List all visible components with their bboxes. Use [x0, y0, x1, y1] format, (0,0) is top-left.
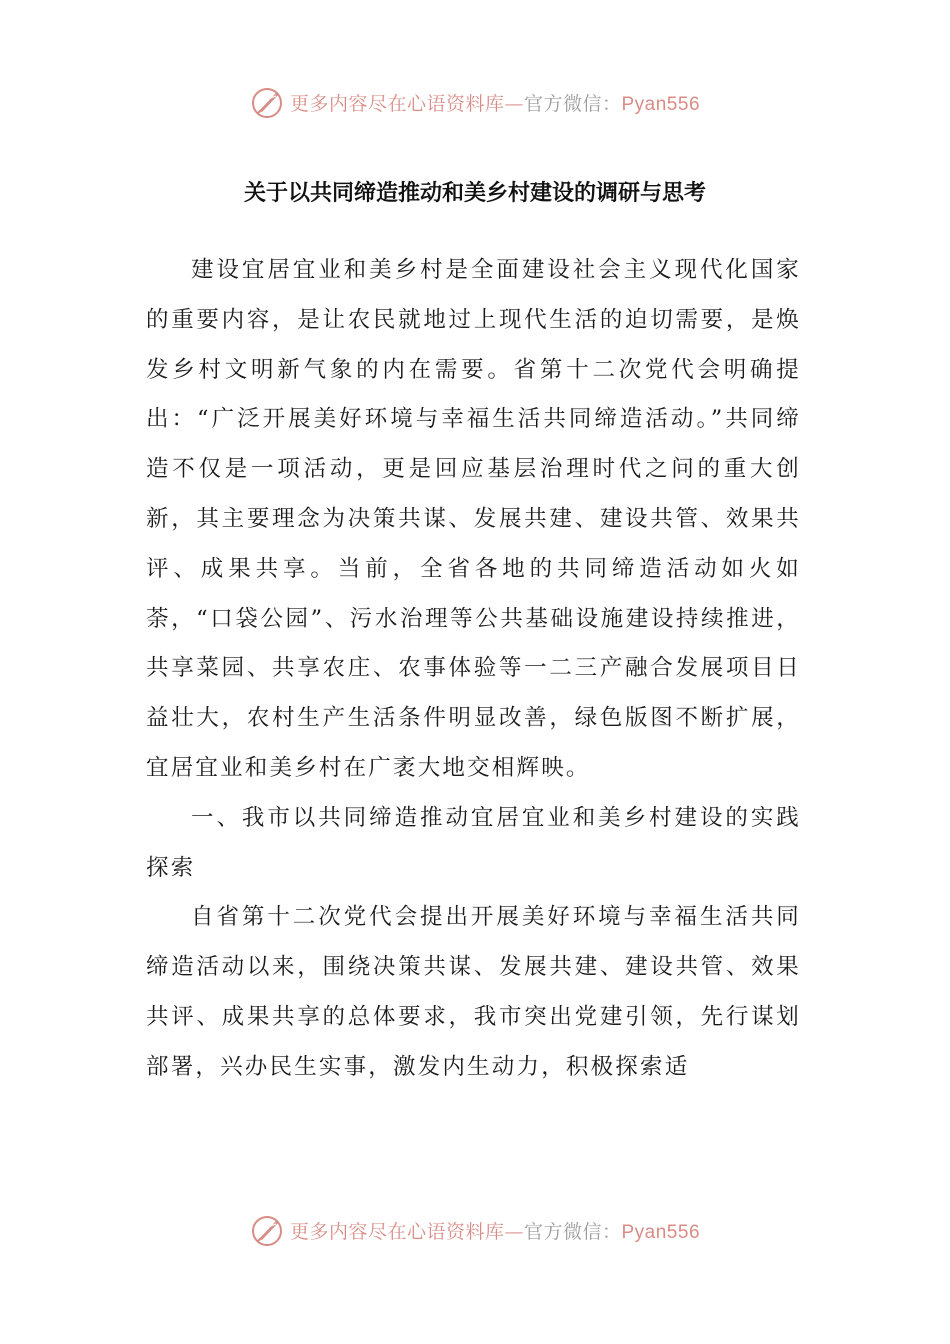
- banner-dash: —: [504, 1220, 524, 1243]
- quill-logo-icon: [250, 84, 286, 120]
- section-heading-1: 一、我市以共同缔造推动宜居宜业和美乡村建设的实践探索: [146, 804, 801, 881]
- banner-text: [290, 89, 700, 116]
- banner-label: 官方微信：: [523, 92, 622, 115]
- banner-wechat-id: Pyan556: [621, 1221, 701, 1243]
- banner-wechat-id: Pyan556: [621, 93, 701, 115]
- banner-brand: 更多内容尽在心语资料库: [289, 1220, 505, 1243]
- header-banner: [0, 80, 950, 124]
- banner-label: 官方微信：: [523, 1220, 622, 1243]
- paragraph-intro: 建设宜居宜业和美乡村是全面建设社会主义现代化国家的重要内容，是让农民就地过上现代生活的迫切需要，是焕发乡村文明新气象的内在需要。省第十二次党代会明确提出：“广泛开展美好环境与幸福生活共同缔造活动。”共同缔造不仅是一项活动，更是回应基层治理时代之问的重大创新，其主要理念为决策共谋、发展共建、建设共管、效果共评、成果共享。当前，全省各地的共同缔造活动如火如荼，“口袋公园”、污水治理等公共基础设施建设持续推进，共享菜园、共享农庄、农事体验等一二三产融合发展项目日益壮大，农村生产生活条件明显改善，绿色版图不断扩展，宜居宜业和美乡村在广袤大地交相辉映。: [146, 257, 801, 781]
- banner-brand: 更多内容尽在心语资料库: [289, 92, 505, 115]
- footer-banner: [0, 1208, 950, 1252]
- quill-logo-icon: [250, 1212, 286, 1248]
- banner-dash: —: [504, 92, 524, 115]
- document-body: [146, 246, 801, 1093]
- document-title: 关于以共同缔造推动和美乡村建设的调研与思考: [243, 181, 706, 206]
- banner-text: [290, 1217, 700, 1244]
- paragraph-section-1: 自省第十二次党代会提出开展美好环境与幸福生活共同缔造活动以来，围绕决策共谋、发展共建、建设共管、效果共评、成果共享的总体要求，我市突出党建引领，先行谋划部署，兴办民生实事，激发内生动力，积极探索适: [146, 904, 801, 1080]
